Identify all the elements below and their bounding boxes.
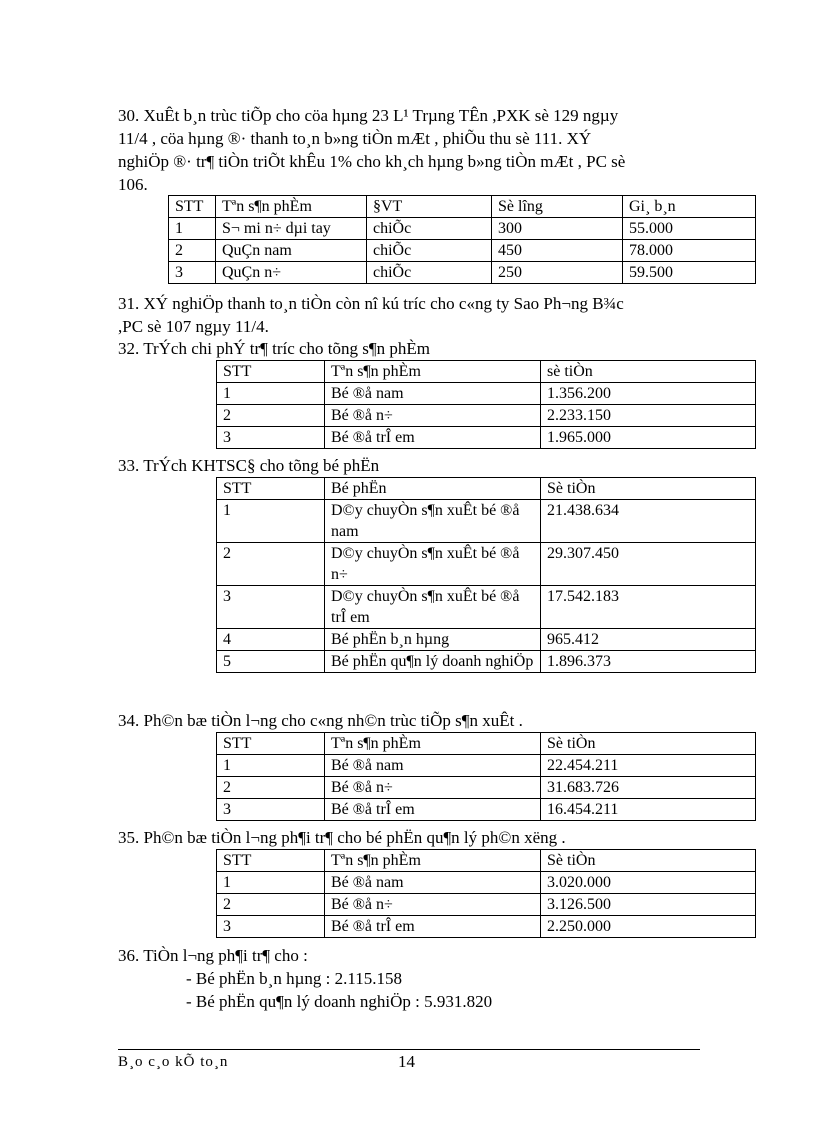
header-cell: STT: [169, 196, 216, 218]
bullet-line: - Bé phËn b¸n hµng : 2.115.158: [186, 969, 402, 988]
table-row: [217, 651, 756, 673]
header-cell: STT: [217, 361, 325, 383]
cell: 16.454.211: [541, 799, 756, 821]
text-line: 106.: [118, 175, 148, 194]
table-row: [217, 777, 756, 799]
cell: 3.020.000: [541, 872, 756, 894]
table-row: [217, 427, 756, 449]
header-cell: STT: [217, 850, 325, 872]
table-row: [217, 799, 756, 821]
cell: 1: [217, 872, 325, 894]
bullet-line: - Bé phËn qu¶n lý doanh nghiÖp : 5.931.820: [186, 992, 493, 1011]
cell: 4: [217, 629, 325, 651]
cell: 3: [217, 799, 325, 821]
text-line: 31. XÝ nghiÖp thanh to¸n tiÒn còn nî kú tríc cho c«ng ty Sao Ph¬ng B¾c: [118, 294, 624, 313]
table-row: [217, 405, 756, 427]
text-line: 30. XuÊt b¸n trùc tiÕp cho cöa hµng 23 L¹ Trµng TÊn ,PXK sè 129 ngµy: [118, 106, 619, 125]
cell: 2: [169, 240, 216, 262]
text-line: 11/4 , cöa hµng ®· thanh to¸n b»ng tiÒn mÆt , phiÕu thu sè 111. XÝ: [118, 129, 592, 148]
header-cell: Tªn s¶n phÈm: [325, 733, 541, 755]
header-cell: STT: [217, 733, 325, 755]
cell: 21.438.634: [541, 500, 756, 543]
cell: D©y chuyÒn s¶n xuÊt bé ®å n÷: [325, 543, 541, 586]
cell: 1: [217, 755, 325, 777]
table-header-row: [217, 733, 756, 755]
table-row: [169, 240, 756, 262]
table-row: [217, 894, 756, 916]
header-cell: Tªn s¶n phÈm: [325, 361, 541, 383]
cell: Bé ®å nam: [325, 872, 541, 894]
cell: 1.965.000: [541, 427, 756, 449]
cell: 1.356.200: [541, 383, 756, 405]
header-cell: Gi¸ b¸n: [623, 196, 756, 218]
prepaid-expense-table: [216, 360, 756, 449]
page-number: 14: [398, 1052, 415, 1071]
cell: 3: [217, 586, 325, 629]
cell: 2: [217, 543, 325, 586]
item-30-text: [118, 104, 718, 196]
cell: 2.233.150: [541, 405, 756, 427]
table-row: [217, 872, 756, 894]
table-header-row: [217, 478, 756, 500]
cell: Bé phËn qu¶n lý doanh nghiÖp: [325, 651, 541, 673]
table-row: [217, 629, 756, 651]
header-cell: Sè tiÒn: [541, 850, 756, 872]
item-33-title: 33. TrÝch KHTSC§ cho tõng bé phËn: [118, 456, 380, 475]
table-header-row: [217, 361, 756, 383]
cell: 78.000: [623, 240, 756, 262]
cell: Bé ®å nam: [325, 755, 541, 777]
footer-title: B¸o c¸o kÕ to¸n: [118, 1054, 229, 1070]
cell: Bé ®å n÷: [325, 777, 541, 799]
depreciation-table: [216, 477, 756, 673]
sales-table: [168, 195, 756, 284]
text-line: nghiÖp ®· tr¶ tiÒn triÕt khÊu 1% cho kh¸ch hµng b»ng tiÒn mÆt , PC sè: [118, 152, 626, 171]
table-row: [217, 755, 756, 777]
cell: 29.307.450: [541, 543, 756, 586]
header-cell: Sè tiÒn: [541, 478, 756, 500]
cell: 1.896.373: [541, 651, 756, 673]
footer-rule: [118, 1049, 700, 1050]
cell: 1: [169, 218, 216, 240]
item-31-text: [118, 292, 738, 338]
header-cell: Tªn s¶n phÈm: [325, 850, 541, 872]
cell: 17.542.183: [541, 586, 756, 629]
cell: 2: [217, 405, 325, 427]
cell: Bé ®å trÎ em: [325, 427, 541, 449]
cell: QuÇn nam: [216, 240, 367, 262]
table-row: [217, 586, 756, 629]
table-row: [217, 543, 756, 586]
table-row: [217, 916, 756, 938]
workshop-wages-table: [216, 849, 756, 938]
item-36-title: 36. TiÒn l¬ng ph¶i tr¶ cho :: [118, 946, 308, 965]
cell: 1: [217, 500, 325, 543]
cell: 31.683.726: [541, 777, 756, 799]
item-34-title: 34. Ph©n bæ tiÒn l¬ng cho c«ng nh©n trùc tiÕp s¶n xuÊt .: [118, 711, 523, 730]
cell: 1: [217, 383, 325, 405]
header-cell: Bé phËn: [325, 478, 541, 500]
cell: 2: [217, 777, 325, 799]
table-header-row: [169, 196, 756, 218]
cell: 3.126.500: [541, 894, 756, 916]
cell: 250: [492, 262, 623, 284]
cell: 59.500: [623, 262, 756, 284]
cell: 300: [492, 218, 623, 240]
table-row: [169, 218, 756, 240]
header-cell: Sè tiÒn: [541, 733, 756, 755]
header-cell: Sè lîng: [492, 196, 623, 218]
direct-wages-table: [216, 732, 756, 821]
cell: chiÕc: [367, 262, 492, 284]
cell: Bé ®å n÷: [325, 405, 541, 427]
cell: S¬ mi n÷ dµi tay: [216, 218, 367, 240]
table-row: [217, 383, 756, 405]
cell: Bé ®å n÷: [325, 894, 541, 916]
header-cell: Tªn s¶n phÈm: [216, 196, 367, 218]
table-header-row: [217, 850, 756, 872]
cell: Bé phËn b¸n hµng: [325, 629, 541, 651]
cell: Bé ®å trÎ em: [325, 799, 541, 821]
cell: chiÕc: [367, 240, 492, 262]
item-32-title: 32. TrÝch chi phÝ tr¶ tríc cho tõng s¶n phÈm: [118, 339, 430, 358]
cell: 2: [217, 894, 325, 916]
cell: 22.454.211: [541, 755, 756, 777]
cell: 2.250.000: [541, 916, 756, 938]
cell: D©y chuyÒn s¶n xuÊt bé ®å nam: [325, 500, 541, 543]
cell: Bé ®å nam: [325, 383, 541, 405]
text-line: ,PC sè 107 ngµy 11/4.: [118, 317, 269, 336]
cell: 55.000: [623, 218, 756, 240]
table-row: [169, 262, 756, 284]
cell: 3: [217, 427, 325, 449]
header-cell: STT: [217, 478, 325, 500]
cell: 965.412: [541, 629, 756, 651]
header-cell: sè tiÒn: [541, 361, 756, 383]
cell: 450: [492, 240, 623, 262]
cell: D©y chuyÒn s¶n xuÊt bé ®å trÎ em: [325, 586, 541, 629]
item-35-title: 35. Ph©n bæ tiÒn l¬ng ph¶i tr¶ cho bé phËn qu¶n lý ph©n xëng .: [118, 828, 566, 847]
cell: chiÕc: [367, 218, 492, 240]
cell: 5: [217, 651, 325, 673]
cell: 3: [169, 262, 216, 284]
table-row: [217, 500, 756, 543]
cell: Bé ®å trÎ em: [325, 916, 541, 938]
cell: QuÇn n÷: [216, 262, 367, 284]
header-cell: §VT: [367, 196, 492, 218]
cell: 3: [217, 916, 325, 938]
